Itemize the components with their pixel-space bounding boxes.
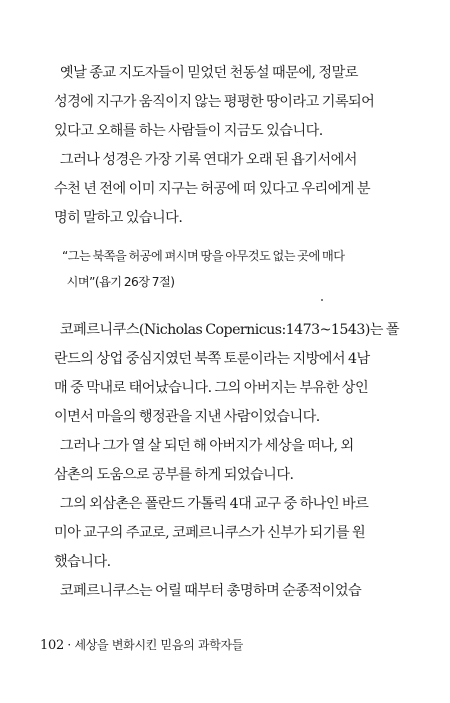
body-line: 있다고 오해를 하는 사람들이 지금도 있습니다. (54, 123, 323, 139)
body-line: 성경에 지구가 움직이지 않는 평평한 땅이라고 기록되어 (54, 94, 375, 110)
body-line: 수천 년 전에 이미 지구는 허공에 떠 있다고 우리에게 분 (54, 181, 371, 197)
body-line: 했습니다. (54, 554, 111, 570)
stray-dot-mark (321, 299, 323, 301)
scripture-quote-line: “그는 북쪽을 허공에 펴시며 땅을 아무것도 없는 곳에 매다 (62, 249, 345, 263)
body-line: 그러나 그가 열 살 되던 해 아버지가 세상을 떠나, 외 (54, 438, 354, 454)
body-line: 란드의 상업 중심지였던 북쪽 토룬이라는 지방에서 4남 (54, 351, 370, 367)
body-line: 그러나 성경은 가장 기록 연대가 오래 된 욥기서에서 (54, 152, 357, 168)
body-line: 명히 말하고 있습니다. (54, 210, 183, 226)
body-line: 이면서 마을의 행정관을 지낸 사람이었습니다. (54, 409, 320, 425)
body-line: 옛날 종교 지도자들이 믿었던 천동설 때문에, 정말로 (54, 65, 358, 81)
page-footer (40, 637, 243, 654)
footer-separator: · (63, 638, 75, 652)
scripture-quote-line: 시며”(욥기 26장 7절) (62, 275, 175, 289)
body-line: 그의 외삼촌은 폴란드 가톨릭 4대 교구 중 하나인 바르 (54, 496, 369, 512)
body-line: 코페르니쿠스는 어릴 때부터 총명하며 순종적이었습 (54, 583, 362, 599)
body-line: 코페르니쿠스(Nicholas Copernicus:1473~1543)는 폴 (54, 322, 400, 338)
body-line: 삼촌의 도움으로 공부를 하게 되었습니다. (54, 467, 294, 483)
body-line: 미아 교구의 주교로, 코페르니쿠스가 신부가 되기를 원 (54, 525, 366, 541)
book-title: 세상을 변화시킨 믿음의 과학자들 (74, 638, 244, 652)
page-number: 102 (40, 638, 64, 653)
body-line: 매 중 막내로 태어났습니다. 그의 아버지는 부유한 상인 (54, 380, 369, 396)
